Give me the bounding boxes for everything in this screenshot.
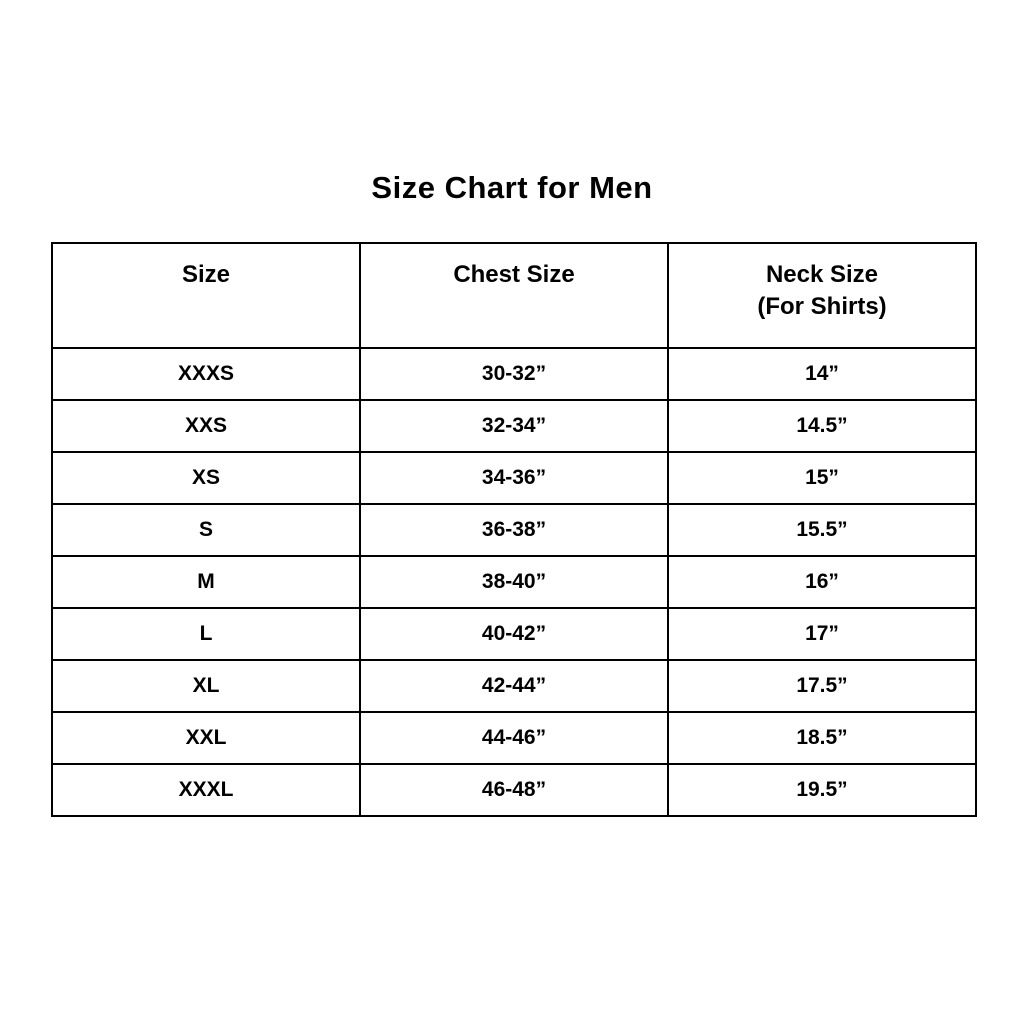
cell-size: XXXS (52, 348, 360, 400)
cell-size: XXXL (52, 764, 360, 816)
cell-size: XXL (52, 712, 360, 764)
neck-size-line2: (For Shirts) (757, 293, 887, 320)
cell-size: M (52, 556, 360, 608)
table-header-row (52, 243, 976, 348)
size-chart-table (51, 242, 977, 817)
cell-size: XXS (52, 400, 360, 452)
cell-chest: 42-44” (360, 660, 668, 712)
table-row (52, 712, 976, 764)
cell-neck: 14.5” (668, 400, 976, 452)
page-title: Size Chart for Men (371, 170, 653, 205)
cell-size: L (52, 608, 360, 660)
column-header-chest-size: Chest Size (360, 243, 668, 348)
neck-size-line1: Neck Size (765, 261, 879, 288)
cell-chest: 40-42” (360, 608, 668, 660)
table-row (52, 556, 976, 608)
cell-size: XL (52, 660, 360, 712)
cell-neck: 17” (668, 608, 976, 660)
cell-neck: 14” (668, 348, 976, 400)
column-header-size: Size (52, 243, 360, 348)
table-row (52, 452, 976, 504)
table-row (52, 660, 976, 712)
table-row (52, 504, 976, 556)
table-row (52, 608, 976, 660)
table-row (52, 348, 976, 400)
table-row (52, 764, 976, 816)
cell-neck: 17.5” (668, 660, 976, 712)
cell-neck: 15.5” (668, 504, 976, 556)
cell-size: XS (52, 452, 360, 504)
cell-chest: 46-48” (360, 764, 668, 816)
cell-neck: 18.5” (668, 712, 976, 764)
cell-chest: 38-40” (360, 556, 668, 608)
table-row (52, 400, 976, 452)
cell-chest: 44-46” (360, 712, 668, 764)
cell-neck: 19.5” (668, 764, 976, 816)
cell-chest: 34-36” (360, 452, 668, 504)
cell-neck: 15” (668, 452, 976, 504)
cell-chest: 30-32” (360, 348, 668, 400)
column-header-neck-size (668, 243, 976, 348)
cell-chest: 36-38” (360, 504, 668, 556)
cell-chest: 32-34” (360, 400, 668, 452)
cell-neck: 16” (668, 556, 976, 608)
cell-size: S (52, 504, 360, 556)
